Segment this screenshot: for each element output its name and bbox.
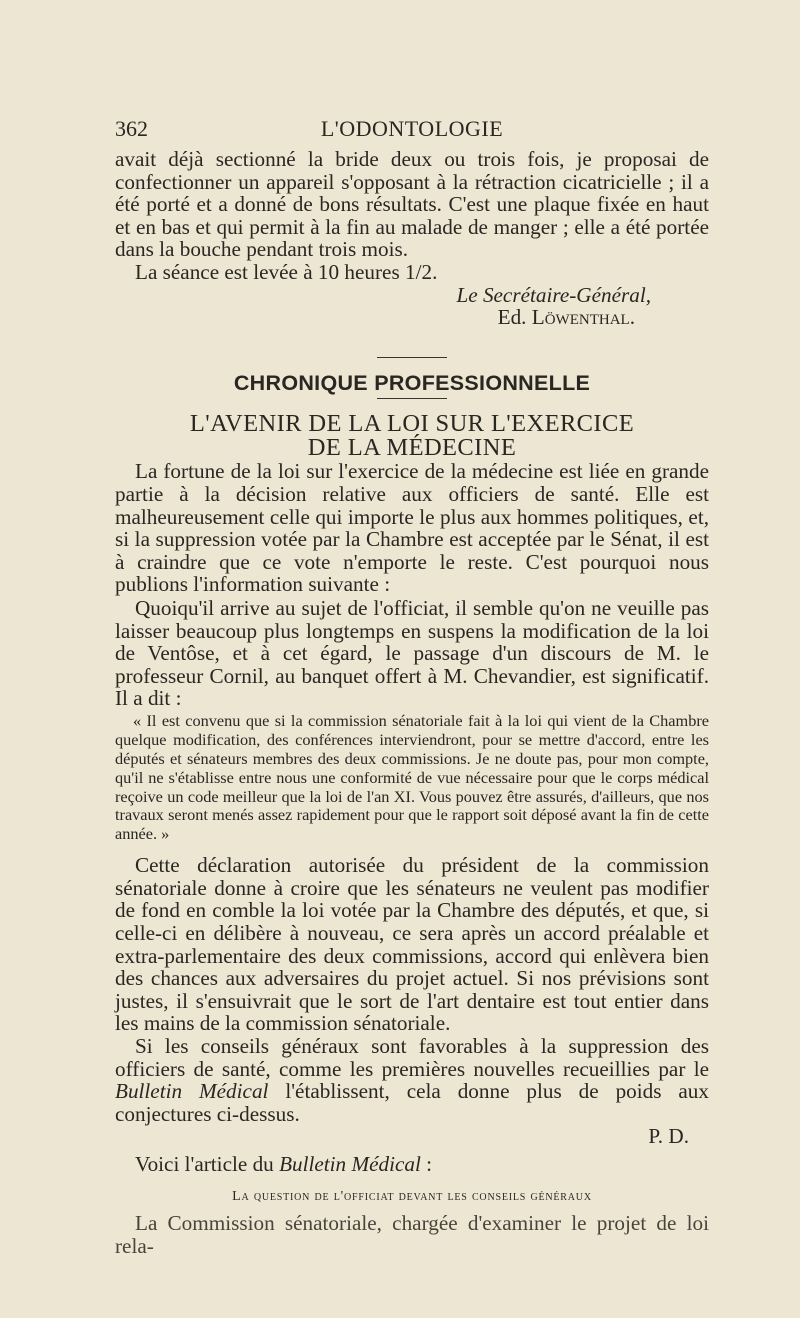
bulletin-first-line: La Commission sénatoriale, chargée d'examiner le projet de loi rela- <box>115 1211 709 1258</box>
session-closing-note: La séance est levée à 10 heures 1/2. <box>135 259 438 284</box>
signature-name: Löwenthal. <box>531 305 635 330</box>
page-body <box>115 148 709 1257</box>
quote-text: « Il est convenu que si la commission sénatoriale fait à la loi qui vient de la Chambre quelque modification, des conférences interviendront, pour se mettre d'accord, entre les députés et sénateurs membres des deux commissions. Je ne doute pas, pour mon compte, qu'il ne s'établisse entre nous une conformité de vue nécessaire pour que le corps médical reçoive un code meilleur que la loi de l'an XI. Vous pouvez être assurés, d'ailleurs, que nos travaux seront menés assez rapidement pour que le rapport soit déposé avant la fin de cette année. » <box>115 710 709 844</box>
article-paragraph-4 <box>115 1035 709 1125</box>
quote-block <box>115 712 709 844</box>
page-header <box>115 116 709 146</box>
running-title: L'ODONTOLOGIE <box>320 116 504 141</box>
bulletin-intro-publication-name: Bulletin Médical <box>279 1151 421 1176</box>
signature-name-prefix: Ed. <box>497 305 532 330</box>
paragraph-4-publication-name: Bulletin Médical <box>115 1079 269 1104</box>
article-paragraph-1: La fortune de la loi sur l'exercice de la médecine est liée en grande partie à la décision relative aux officiers de santé. Elle est malheureusement celle qui importe le plus aux hommes politiques, et, si la suppression votée par la Chambre est acceptée par le Sénat, il est à craindre que ce vote n'emporte le reste. C'est pourquoi nous publions l'information suivante : <box>115 459 709 597</box>
bulletin-intro <box>115 1153 709 1176</box>
signature-title: Le Secrétaire-Général, <box>456 282 651 307</box>
bulletin-intro-colon: : <box>420 1151 433 1176</box>
section-heading: CHRONIQUE PROFESSIONNELLE <box>233 370 591 395</box>
paragraph-4-text-start: Si les conseils généraux sont favorables à la suppression des officiers de santé, comme les premières nouvelles recueillies par le <box>115 1033 709 1081</box>
article-title-line-1: L'AVENIR DE LA LOI SUR L'EXERCICE <box>189 410 635 438</box>
page-number: 362 <box>115 116 148 141</box>
paragraph-4-text-end: l'établissent, cela donne plus de poids aux conjectures ci-dessus. <box>115 1079 709 1126</box>
bulletin-subheading: La question de l'officiat devant les conseils généraux <box>232 1188 592 1204</box>
signature <box>115 306 709 329</box>
bulletin-intro-text: Voici l'article du <box>135 1151 280 1176</box>
article-title-line-2: DE LA MÉDECINE <box>307 434 517 462</box>
previous-article-closing-paragraph: avait déjà sectionné la bride deux ou trois fois, je proposai de confectionner un appareil s'opposant à la rétraction cicatricielle ; il a été porté et a donné de bons résultats. C'est une plaque fixée en haut et en bas et qui permit à la fin au malade de manger ; elle a été portée dans la bouche pendant trois mois. <box>115 147 709 262</box>
article-paragraph-3: Cette déclaration autorisée du président de la commission sénatoriale donne à croire que les sénateurs ne veulent pas modifier de fond en comble la loi votée par la Chambre des députés, et que, si celle-ci en délibère à nouveau, ce sera après un accord préalable et extra-parlementaire des deux commissions, accord qui enlèvera bien des chances aux adversaires du projet actuel. Si nos prévisions sont justes, il s'ensuivrait que le sort de l'art dentaire est tout entier dans les mains de la commission sénatoriale. <box>115 853 709 1036</box>
author-initials: P. D. <box>648 1124 689 1149</box>
article-paragraph-2: Quoiqu'il arrive au sujet de l'officiat, il semble qu'on ne veuille pas laisser beaucoup plus longtemps en suspens la modification de la loi de Ventôse, et à cet égard, le passage d'un discours de M. le professeur Cornil, au banquet offert à M. Chevandier, est significatif. Il a dit : <box>115 595 709 711</box>
